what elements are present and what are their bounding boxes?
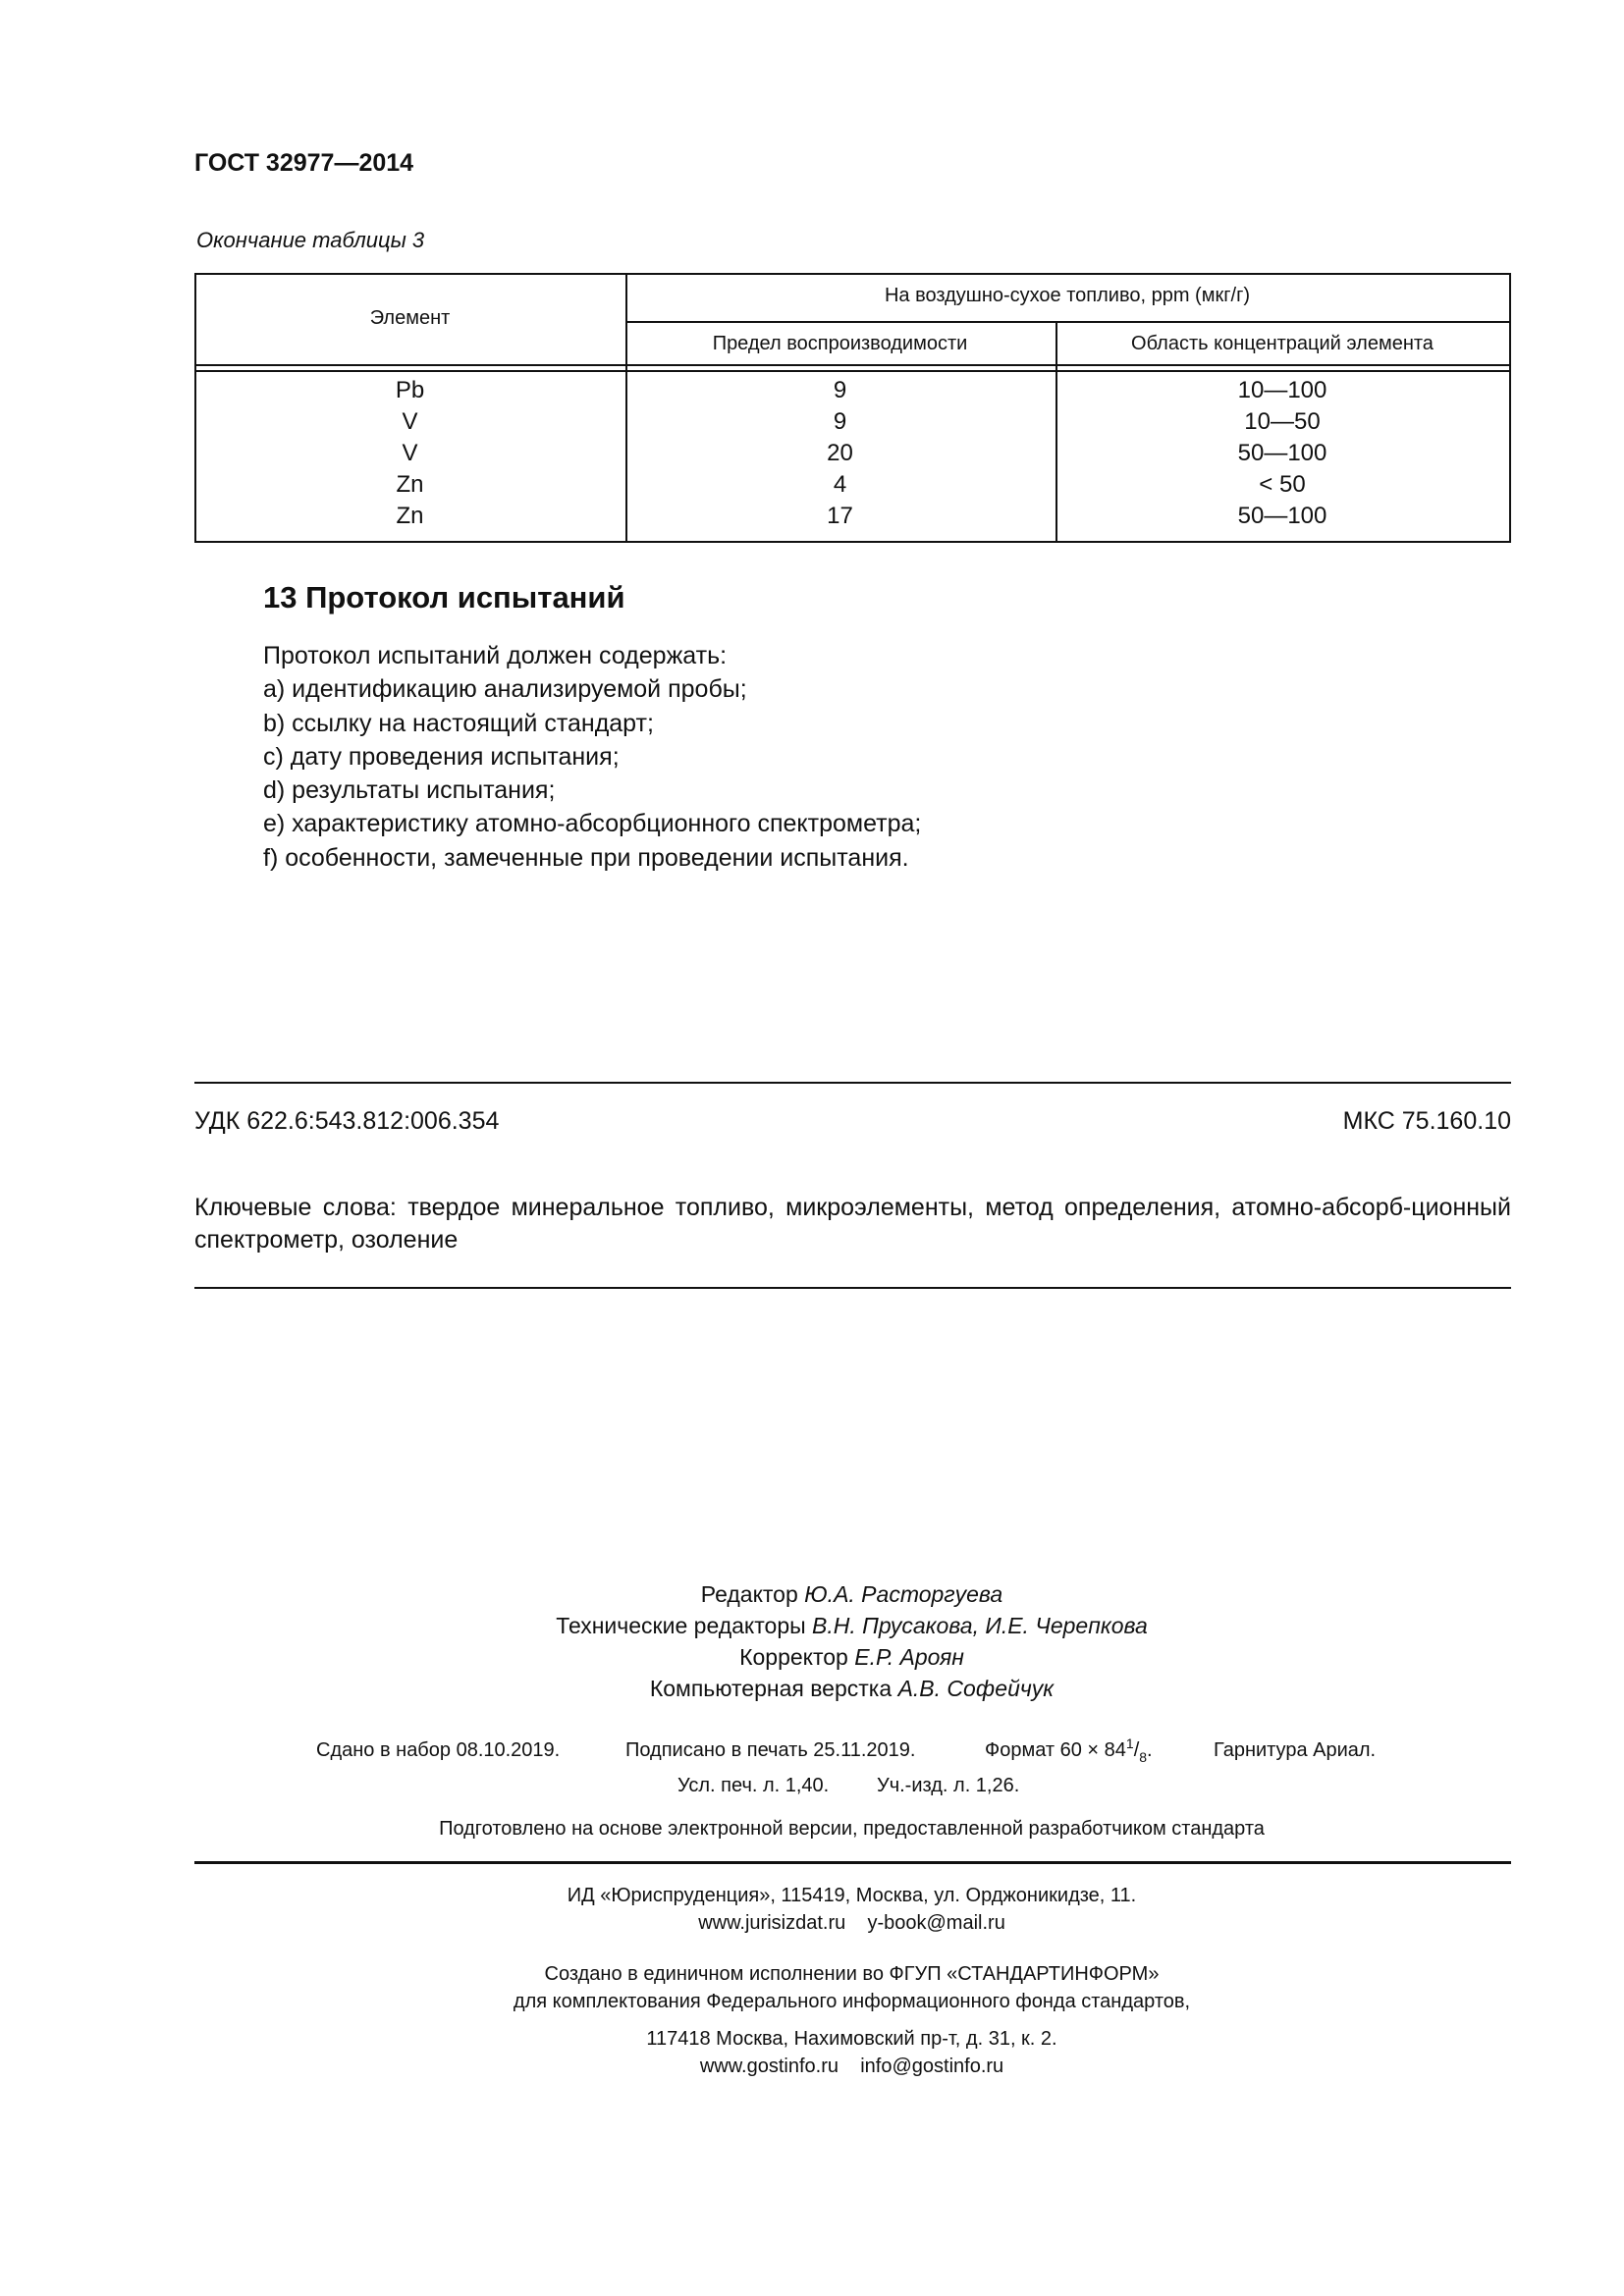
publisher-contacts (0, 1912, 1624, 1935)
group-header: На воздушно-сухое топливо, ppm (мкг/г) (884, 285, 1251, 306)
table-cell: 9 (833, 377, 847, 403)
print-sheets: Усл. печ. л. 1,40. (677, 1775, 830, 1796)
table-cell: 9 (833, 408, 847, 435)
column-range (1056, 375, 1509, 532)
publisher-email[interactable]: y-book@mail.ru (867, 1912, 1005, 1934)
column-limit (625, 375, 1055, 532)
divider (194, 1861, 1511, 1864)
list-item: b) ссылку на настоящий стандарт; (263, 709, 654, 737)
table-cell: 20 (827, 440, 853, 466)
list-item: f) особенности, замеченные при проведении испытания. (263, 843, 909, 872)
table-cell: 10—100 (1237, 377, 1327, 403)
credit-tech-editors: Технические редакторы В.Н. Прусакова, И.Е. Черепкова (556, 1613, 1148, 1638)
credits-block (0, 1578, 1624, 1704)
typeface: Гарнитура Ариал. (1214, 1739, 1377, 1761)
credit-layout: Компьютерная верстка А.В. Софейчук (649, 1676, 1055, 1701)
table-cell: 17 (827, 503, 853, 529)
mks-code: МКС 75.160.10 (1342, 1107, 1511, 1135)
list-item: Протокол испытаний должен содержать: (263, 642, 728, 669)
document-header: ГОСТ 32977—2014 (194, 149, 414, 177)
edition-sheets: Уч.-изд. л. 1,26. (877, 1775, 1020, 1796)
table-cell: 50—100 (1237, 440, 1327, 466)
list-item: a) идентификацию анализируемой пробы; (263, 675, 747, 704)
col-header-limit: Предел воспроизводимости (712, 333, 968, 354)
publisher-site[interactable]: www.jurisizdat.ru (698, 1912, 846, 1934)
table-cell: 10—50 (1244, 408, 1321, 435)
table-cell: V (402, 440, 418, 466)
credit-corrector: Корректор Е.Р. Ароян (739, 1644, 964, 1670)
list-item: d) результаты испытания; (263, 776, 556, 805)
standartinform-address: 117418 Москва, Нахимовский пр-т, д. 31, к. 2. (646, 2028, 1057, 2050)
table-cell: 50—100 (1237, 503, 1327, 529)
gostinfo-email[interactable]: info@gostinfo.ru (860, 2056, 1004, 2077)
table-cell: Zn (396, 503, 424, 529)
section-heading: 13 Протокол испытаний (263, 580, 625, 614)
gostinfo-site[interactable]: www.gostinfo.ru (699, 2056, 839, 2077)
submitted-date: Сдано в набор 08.10.2019. (316, 1739, 561, 1761)
col-header-element: Элемент (369, 307, 451, 329)
udk-code: УДК 622.6:543.812:006.354 (194, 1107, 500, 1135)
divider (194, 1287, 1511, 1289)
keywords: Ключевые слова: твердое минеральное топливо, микроэлементы, метод определения, атомно-абсорб-ционный спектрометр, озоление (194, 1194, 1511, 1254)
divider (194, 1082, 1511, 1084)
publisher-address: ИД «Юриспруденция», 115419, Москва, ул. Орджоникидзе, 11. (567, 1885, 1137, 1906)
column-element (196, 375, 623, 532)
signed-date: Подписано в печать 25.11.2019. (625, 1739, 916, 1761)
print-format: Формат $60 \times 84^1/_8$. (985, 1735, 1153, 1765)
table-cell: V (402, 408, 418, 435)
table-cell: 4 (833, 471, 847, 498)
table-cell: < 50 (1259, 471, 1306, 498)
created-note-1: Создано в единичном исполнении во ФГУП «СТАНДАРТИНФОРМ» (544, 1963, 1160, 1985)
list-item: e) характеристику атомно-абсорбционного спектрометра; (263, 810, 922, 838)
table-cell: Pb (395, 377, 425, 403)
prepared-note: Подготовлено на основе электронной версии, предоставленной разработчиком стандарта (439, 1818, 1265, 1840)
col-header-range: Область концентраций элемента (1131, 333, 1434, 354)
created-note-2: для комплектования Федерального информационного фонда стандартов, (513, 1991, 1191, 2012)
standartinform-contacts (0, 2056, 1624, 2078)
credit-editor: Редактор Ю.А. Расторгуева (700, 1581, 1003, 1607)
list-item: c) дату проведения испытания; (263, 742, 620, 771)
table-cell: Zn (396, 471, 424, 498)
protocol-list (263, 639, 921, 875)
table-caption: Окончание таблицы 3 (196, 228, 425, 252)
